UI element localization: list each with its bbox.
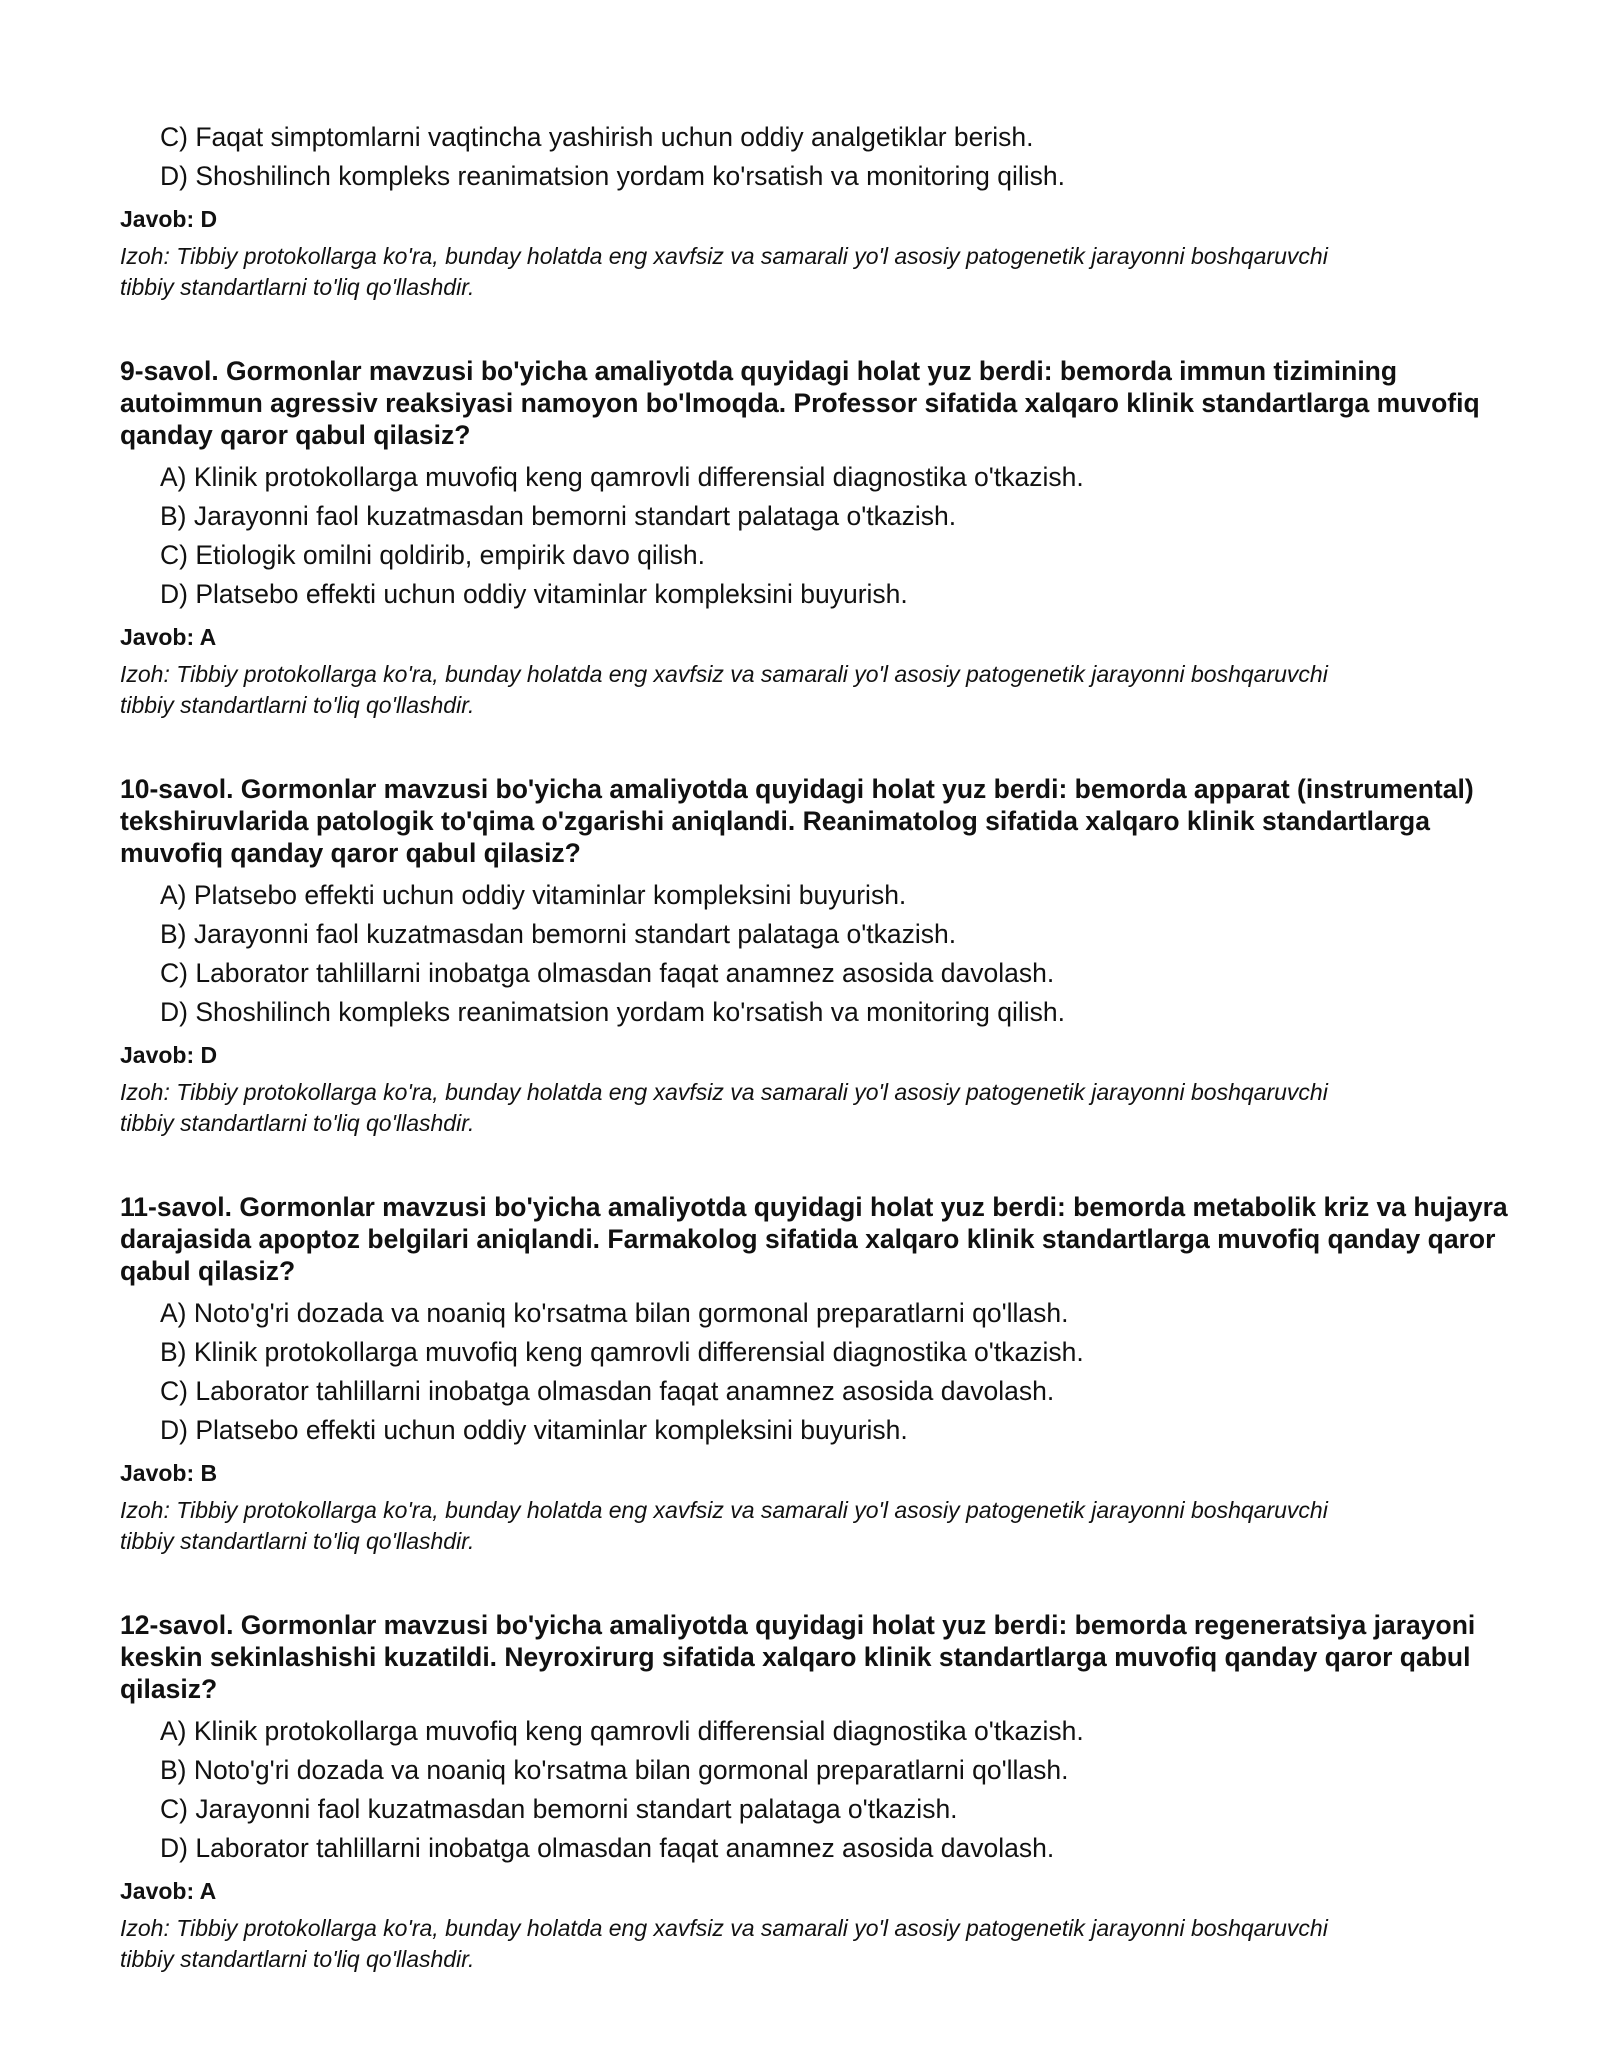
option-b: B) Jarayonni faol kuzatmasdan bemorni standart palataga o'tkazish.: [160, 919, 957, 949]
options-list: [120, 1294, 1500, 1450]
option-c: C) Jarayonni faol kuzatmasdan bemorni standart palataga o'tkazish.: [160, 1794, 958, 1824]
options-list: [120, 1712, 1500, 1868]
option-d: D) Shoshilinch kompleks reanimatsion yordam ko'rsatish va monitoring qilish.: [160, 161, 1065, 191]
question-text: 11-savol. Gormonlar mavzusi bo'yicha amaliyotda quyidagi holat yuz berdi: bemorda metabolik kriz va hujayra darajasida apoptoz belgilari aniqlandi. Farmakolog sifatida xalqaro klinik standartlarga muvofiq qanday qaror qabul qilasiz?: [120, 1192, 1508, 1286]
explanation-note: Izoh: Tibbiy protokollarga ko'ra, bunday holatda eng xavfsiz va samarali yo'l asosiy patogenetik jarayonni boshqaruvchi tibbiy standartlarni to'liq qo'llashdir.: [120, 1497, 1328, 1554]
option-c: C) Faqat simptomlarni vaqtincha yashirish uchun oddiy analgetiklar berish.: [160, 122, 1034, 152]
question-text: 12-savol. Gormonlar mavzusi bo'yicha amaliyotda quyidagi holat yuz berdi: bemorda regeneratsiya jarayoni keskin sekinlashishi kuzatildi. Neyroxirurg sifatida xalqaro klinik standartlarga muvofiq qanday qaror qabul qilasiz?: [120, 1610, 1476, 1704]
explanation-note: Izoh: Tibbiy protokollarga ko'ra, bunday holatda eng xavfsiz va samarali yo'l asosiy patogenetik jarayonni boshqaruvchi tibbiy standartlarni to'liq qo'llashdir.: [120, 661, 1328, 718]
option-c: C) Laborator tahlillarni inobatga olmasdan faqat anamnez asosida davolash.: [160, 958, 1055, 988]
question-12: [120, 1609, 1500, 1975]
explanation-note: Izoh: Tibbiy protokollarga ko'ra, bunday holatda eng xavfsiz va samarali yo'l asosiy patogenetik jarayonni boshqaruvchi tibbiy standartlarni to'liq qo'llashdir.: [120, 1915, 1328, 1972]
question-10: [120, 773, 1500, 1139]
option-d: D) Platsebo effekti uchun oddiy vitaminlar kompleksini buyurish.: [160, 579, 908, 609]
answer-label: Javob: A: [120, 624, 217, 650]
answer-label: Javob: A: [120, 1878, 217, 1904]
answer-label: Javob: D: [120, 206, 218, 232]
option-b: B) Jarayonni faol kuzatmasdan bemorni standart palataga o'tkazish.: [160, 501, 957, 531]
options-list: [120, 118, 1500, 196]
question-text: 10-savol. Gormonlar mavzusi bo'yicha amaliyotda quyidagi holat yuz berdi: bemorda apparat (instrumental) tekshiruvlarida patologik to'qima o'zgarishi aniqlandi. Reanimatolog sifatida xalqaro klinik standartlarga muvofiq qanday qaror qabul qilasiz?: [120, 774, 1474, 868]
option-b: B) Noto'g'ri dozada va noaniq ko'rsatma bilan gormonal preparatlarni qo'llash.: [160, 1755, 1069, 1785]
question-8-tail: [120, 118, 1500, 303]
option-a: A) Platsebo effekti uchun oddiy vitaminlar kompleksini buyurish.: [160, 880, 907, 910]
question-text: 9-savol. Gormonlar mavzusi bo'yicha amaliyotda quyidagi holat yuz berdi: bemorda immun tizimining autoimmun agressiv reaksiyasi namoyon bo'lmoqda. Professor sifatida xalqaro klinik standartlarga muvofiq qanday qaror qabul qilasiz?: [120, 356, 1480, 450]
document-page: [120, 118, 1508, 1975]
option-a: A) Klinik protokollarga muvofiq keng qamrovli differensial diagnostika o'tkazish.: [160, 1716, 1084, 1746]
option-d: D) Shoshilinch kompleks reanimatsion yordam ko'rsatish va monitoring qilish.: [160, 997, 1065, 1027]
options-list: [120, 876, 1500, 1032]
explanation-note: Izoh: Tibbiy protokollarga ko'ra, bunday holatda eng xavfsiz va samarali yo'l asosiy patogenetik jarayonni boshqaruvchi tibbiy standartlarni to'liq qo'llashdir.: [120, 243, 1328, 300]
option-b: B) Klinik protokollarga muvofiq keng qamrovli differensial diagnostika o'tkazish.: [160, 1337, 1084, 1367]
option-d: D) Laborator tahlillarni inobatga olmasdan faqat anamnez asosida davolash.: [160, 1833, 1055, 1863]
answer-label: Javob: B: [120, 1460, 218, 1486]
answer-label: Javob: D: [120, 1042, 218, 1068]
option-a: A) Noto'g'ri dozada va noaniq ko'rsatma bilan gormonal preparatlarni qo'llash.: [160, 1298, 1069, 1328]
options-list: [120, 458, 1500, 614]
option-a: A) Klinik protokollarga muvofiq keng qamrovli differensial diagnostika o'tkazish.: [160, 462, 1084, 492]
option-c: C) Etiologik omilni qoldirib, empirik davo qilish.: [160, 540, 705, 570]
explanation-note: Izoh: Tibbiy protokollarga ko'ra, bunday holatda eng xavfsiz va samarali yo'l asosiy patogenetik jarayonni boshqaruvchi tibbiy standartlarni to'liq qo'llashdir.: [120, 1079, 1328, 1136]
question-9: [120, 355, 1500, 721]
question-11: [120, 1191, 1508, 1557]
option-d: D) Platsebo effekti uchun oddiy vitaminlar kompleksini buyurish.: [160, 1415, 908, 1445]
option-c: C) Laborator tahlillarni inobatga olmasdan faqat anamnez asosida davolash.: [160, 1376, 1055, 1406]
